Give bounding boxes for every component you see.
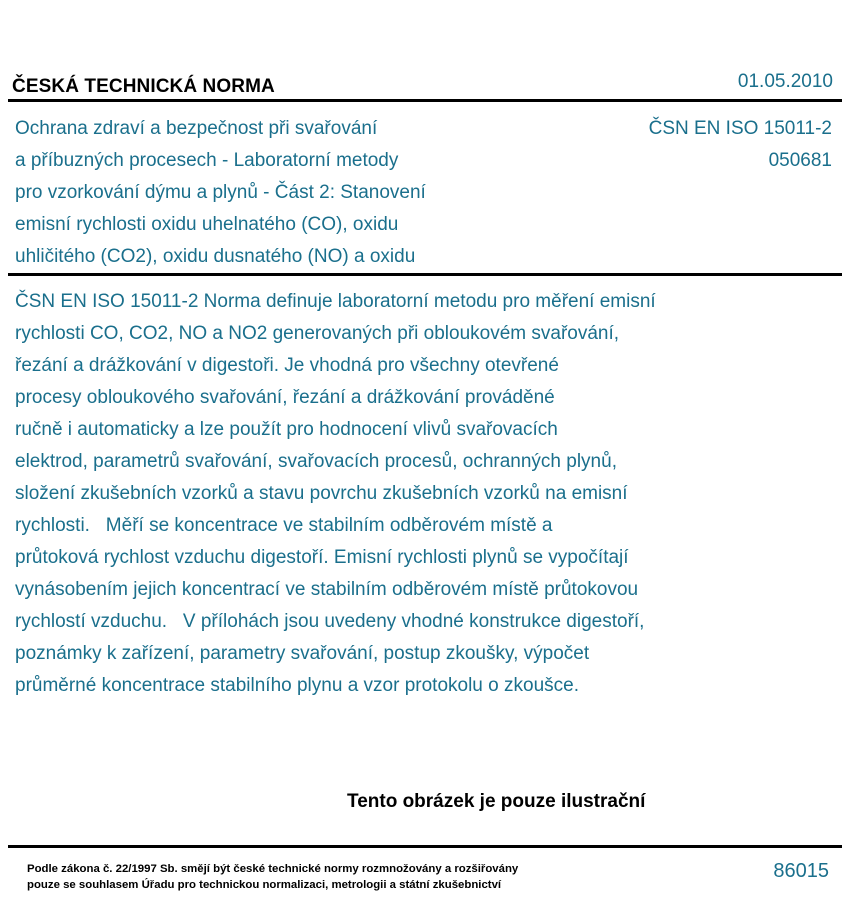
description-line: ČSN EN ISO 15011-2 Norma definuje laboratorní metodu pro měření emisní: [15, 291, 656, 312]
title-divider: [8, 273, 842, 276]
publication-date: 01.05.2010: [737, 71, 833, 92]
description-line: řezání a drážkování v digestoři. Je vhodná pro všechny otevřené: [15, 355, 559, 376]
legal-notice-line: Podle zákona č. 22/1997 Sb. smějí být české technické normy rozmnožovány a rozšiřovány: [27, 863, 519, 875]
standard-identifiers: [649, 113, 832, 177]
standard-title-line: a příbuzných procesech - Laboratorní metody: [15, 150, 399, 171]
legal-notice-line: pouze se souhlasem Úřadu pro technickou normalizaci, metrologii a státní zkušebnictví: [27, 879, 502, 891]
illustration-note: Tento obrázek je pouze ilustrační: [347, 791, 646, 812]
description-line: rychlosti. Měří se koncentrace ve stabilním odběrovém místě a: [15, 515, 553, 536]
footer-divider: [8, 845, 842, 848]
description-line: průtoková rychlost vzduchu digestoří. Emisní rychlosti plynů se vypočítají: [15, 547, 629, 568]
standard-title: [15, 113, 575, 273]
description-line: rychlostí vzduchu. V přílohách jsou uvedeny vhodné konstrukce digestoří,: [15, 611, 645, 632]
standard-title-line: uhličitého (CO2), oxidu dusnatého (NO) a oxidu: [15, 246, 416, 267]
legal-notice: [27, 861, 518, 893]
document-number: 86015: [773, 860, 829, 882]
description-line: vynásobením jejich koncentrací ve stabilním odběrovém místě průtokovou: [15, 579, 639, 600]
standard-code: ČSN EN ISO 15011-2: [648, 118, 832, 139]
standard-title-line: Ochrana zdraví a bezpečnost při svařování: [15, 118, 378, 139]
header-divider: [8, 99, 842, 102]
description-line: procesy obloukového svařování, řezání a drážkování prováděné: [15, 387, 555, 408]
description-line: složení zkušebních vzorků a stavu povrchu zkušebních vzorků na emisní: [15, 483, 628, 504]
description-line: rychlosti CO, CO2, NO a NO2 generovaných při obloukovém svařování,: [15, 323, 620, 344]
description-line: elektrod, parametrů svařování, svařovacích procesů, ochranných plynů,: [15, 451, 617, 472]
class-number: 050681: [768, 150, 832, 171]
document-type-heading: ČESKÁ TECHNICKÁ NORMA: [12, 76, 275, 97]
standard-description: [15, 286, 815, 702]
standard-title-line: emisní rychlosti oxidu uhelnatého (CO), oxidu: [15, 214, 399, 235]
description-line: průměrné koncentrace stabilního plynu a vzor protokolu o zkoušce.: [15, 675, 579, 696]
description-line: ručně i automaticky a lze použít pro hodnocení vlivů svařovacích: [15, 419, 558, 440]
standard-title-line: pro vzorkování dýmu a plynů - Část 2: Stanovení: [15, 182, 426, 203]
description-line: poznámky k zařízení, parametry svařování, postup zkoušky, výpočet: [15, 643, 590, 664]
